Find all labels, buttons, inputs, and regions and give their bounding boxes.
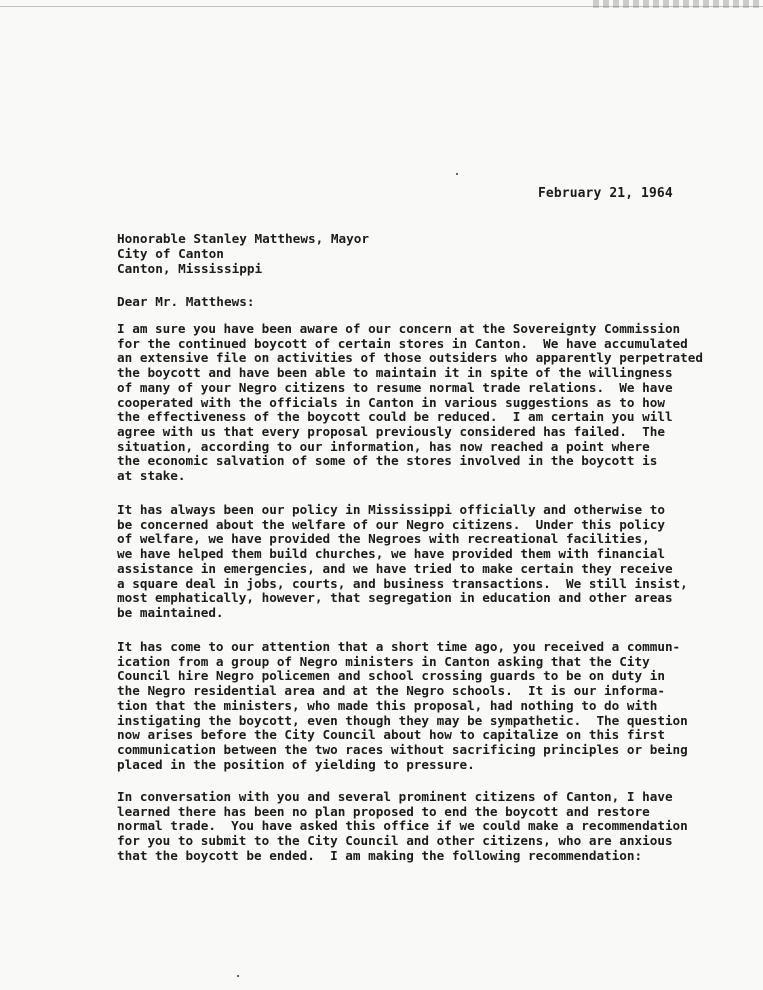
paragraph-4: In conversation with you and several prominent citizens of Canton, I have learned there has been no plan proposed to end the boycott and restore normal trade. You have asked this office if we could make a recommendation for you to submit to the City Council and other citizens, who are anxious that the boycott be ended. I am making the following recommendation: bbox=[117, 789, 688, 863]
paragraph-1: I am sure you have been aware of our concern at the Sovereignty Commission for the continued boycott of certain stores in Canton. We have accumulated an extensive file on activities of those outsiders who apparently perpetrated the boycott and have been able to maintain it in spite of the willingness of many of your Negro citizens to resume normal trade relations. We have cooperated with the officials in Canton in various suggestions as to how the effectiveness of the boycott could be reduced. I am certain you will agree with us that every proposal previously considered has failed. The situation, according to our information, has now reached a point where the economic salvation of some of the stores involved in the boycott is at stake. bbox=[117, 321, 703, 484]
scan-speck bbox=[237, 975, 239, 977]
paragraph-3: It has come to our attention that a short time ago, you received a commun- ication from a group of Negro ministers in Canton asking that the City Council hire Negro policemen and school crossing guards to be on duty in the Negro residential area and at the Negro schools. It is our informa- tion that the ministers, who made this proposal, had nothing to do with instigating the boycott, even though they may be sympathetic. The question now arises before the City Council about how to capitalize on this first communication between the two races without sacrificing principles or being placed in the position of yielding to pressure. bbox=[117, 639, 688, 772]
paragraph-2: It has always been our policy in Mississippi officially and otherwise to be concerned about the welfare of our Negro citizens. Under this policy of welfare, we have provided the Negroes with recreational facilities, we have helped them build churches, we have provided them with financial assistance in emergencies, and we have tried to make certain they receive a square deal in jobs, courts, and business transactions. We still insist, most emphatically, however, that segregation in education and other areas be maintained. bbox=[117, 502, 688, 620]
scan-corner-mark bbox=[593, 0, 763, 8]
scan-speck bbox=[456, 173, 458, 175]
letter-date: February 21, 1964 bbox=[538, 186, 673, 201]
inside-address: Honorable Stanley Matthews, Mayor City of Canton Canton, Mississippi bbox=[117, 231, 370, 276]
salutation: Dear Mr. Matthews: bbox=[117, 294, 255, 309]
